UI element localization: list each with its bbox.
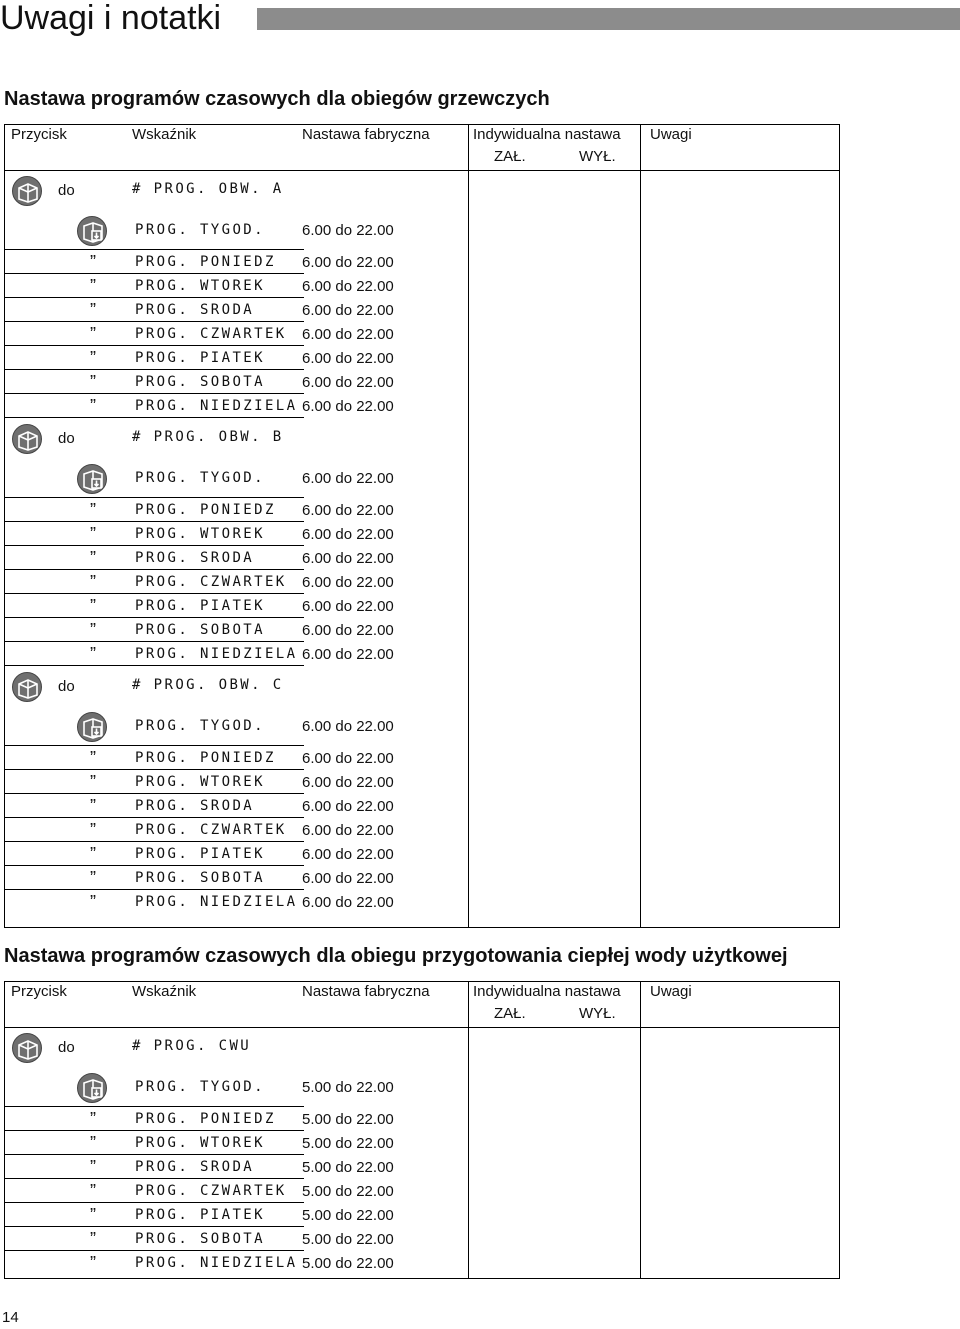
row-separator: [4, 1202, 304, 1203]
do-label: do: [58, 1039, 75, 1056]
factory-setting: 5.00 do 22.00: [302, 1111, 394, 1128]
factory-setting: 6.00 do 22.00: [302, 646, 394, 663]
ditto-mark: ”: [90, 252, 96, 272]
indicator-text: PROG. PIATEK: [135, 598, 265, 614]
download-program-icon[interactable]: [77, 712, 107, 742]
indicator-text: PROG. PONIEDZ: [135, 502, 276, 518]
factory-setting: 6.00 do 22.00: [302, 598, 394, 615]
indicator-text: PROG. SRODA: [135, 798, 255, 814]
ditto-mark: ”: [90, 644, 96, 664]
factory-setting: 6.00 do 22.00: [302, 350, 394, 367]
table-frame: [4, 124, 840, 928]
ditto-mark: ”: [90, 396, 96, 416]
indicator-text: PROG. PONIEDZ: [135, 1111, 276, 1127]
ditto-mark: ”: [90, 844, 96, 864]
ditto-mark: ”: [90, 596, 96, 616]
group-title: # PROG. OBW. B: [132, 429, 284, 445]
indicator-text: PROG. NIEDZIELA: [135, 398, 298, 414]
do-label: do: [58, 430, 75, 447]
indicator-text: PROG. TYGOD.: [135, 222, 265, 238]
factory-setting: 6.00 do 22.00: [302, 254, 394, 271]
column-divider: [468, 124, 469, 928]
indicator-text: PROG. PIATEK: [135, 846, 265, 862]
row-separator: [4, 345, 304, 346]
factory-setting: 6.00 do 22.00: [302, 326, 394, 343]
indicator-text: PROG. WTOREK: [135, 1135, 265, 1151]
row-separator: [4, 745, 304, 746]
header-wyl: WYŁ.: [579, 1005, 616, 1022]
do-label: do: [58, 678, 75, 695]
row-separator: [4, 817, 304, 818]
factory-setting: 6.00 do 22.00: [302, 398, 394, 415]
header-zal: ZAŁ.: [494, 1005, 526, 1022]
row-separator: [4, 1178, 304, 1179]
do-label: do: [58, 182, 75, 199]
ditto-mark: ”: [90, 1109, 96, 1129]
header-przycisk: Przycisk: [11, 126, 67, 143]
ditto-mark: ”: [90, 500, 96, 520]
row-separator: [4, 865, 304, 866]
row-separator: [4, 1250, 304, 1251]
header-nastawa-fabryczna: Nastawa fabryczna: [302, 126, 430, 143]
factory-setting: 6.00 do 22.00: [302, 222, 394, 239]
indicator-text: PROG. PONIEDZ: [135, 750, 276, 766]
header-indywidualna-nastawa: Indywidualna nastawa: [473, 126, 621, 143]
ditto-mark: ”: [90, 276, 96, 296]
factory-setting: 6.00 do 22.00: [302, 822, 394, 839]
indicator-text: PROG. PONIEDZ: [135, 254, 276, 270]
download-program-icon[interactable]: [77, 464, 107, 494]
factory-setting: 6.00 do 22.00: [302, 526, 394, 543]
indicator-text: PROG. CZWARTEK: [135, 326, 287, 342]
ditto-mark: ”: [90, 1157, 96, 1177]
row-separator: [4, 1226, 304, 1227]
indicator-text: PROG. SOBOTA: [135, 870, 265, 886]
factory-setting: 6.00 do 22.00: [302, 278, 394, 295]
column-divider: [640, 981, 641, 1279]
row-separator: [4, 497, 304, 498]
indicator-text: PROG. NIEDZIELA: [135, 894, 298, 910]
page-number: 14: [2, 1309, 19, 1326]
header-wyl: WYŁ.: [579, 148, 616, 165]
column-divider: [640, 124, 641, 928]
indicator-text: PROG. WTOREK: [135, 526, 265, 542]
row-separator: [4, 793, 304, 794]
column-divider: [468, 981, 469, 1279]
menu-book-icon[interactable]: [12, 424, 42, 454]
row-separator: [4, 641, 304, 642]
row-separator: [4, 273, 304, 274]
indicator-text: PROG. WTOREK: [135, 774, 265, 790]
factory-setting: 6.00 do 22.00: [302, 774, 394, 791]
ditto-mark: ”: [90, 772, 96, 792]
factory-setting: 6.00 do 22.00: [302, 718, 394, 735]
factory-setting: 6.00 do 22.00: [302, 302, 394, 319]
factory-setting: 6.00 do 22.00: [302, 846, 394, 863]
factory-setting: 6.00 do 22.00: [302, 374, 394, 391]
row-separator: [4, 617, 304, 618]
ditto-mark: ”: [90, 892, 96, 912]
header-zal: ZAŁ.: [494, 148, 526, 165]
ditto-mark: ”: [90, 1181, 96, 1201]
ditto-mark: ”: [90, 1133, 96, 1153]
row-separator: [4, 569, 304, 570]
ditto-mark: ”: [90, 300, 96, 320]
ditto-mark: ”: [90, 748, 96, 768]
ditto-mark: ”: [90, 796, 96, 816]
row-separator: [4, 593, 304, 594]
row-separator: [4, 369, 304, 370]
dhw-programs-table: [4, 981, 840, 1279]
heating-programs-table: [4, 124, 840, 928]
ditto-mark: ”: [90, 820, 96, 840]
indicator-text: PROG. TYGOD.: [135, 718, 265, 734]
indicator-text: PROG. SOBOTA: [135, 622, 265, 638]
row-separator: [4, 889, 304, 890]
row-separator: [4, 521, 304, 522]
ditto-mark: ”: [90, 372, 96, 392]
factory-setting: 6.00 do 22.00: [302, 574, 394, 591]
factory-setting: 6.00 do 22.00: [302, 894, 394, 911]
indicator-text: PROG. NIEDZIELA: [135, 1255, 298, 1271]
factory-setting: 6.00 do 22.00: [302, 622, 394, 639]
group-title: # PROG. OBW. C: [132, 677, 284, 693]
factory-setting: 6.00 do 22.00: [302, 870, 394, 887]
row-separator: [4, 393, 304, 394]
ditto-mark: ”: [90, 324, 96, 344]
row-separator: [4, 1154, 304, 1155]
factory-setting: 5.00 do 22.00: [302, 1231, 394, 1248]
indicator-text: PROG. TYGOD.: [135, 470, 265, 486]
page-title: Uwagi i notatki: [0, 0, 222, 37]
ditto-mark: ”: [90, 348, 96, 368]
indicator-text: PROG. SRODA: [135, 550, 255, 566]
indicator-text: PROG. CZWARTEK: [135, 574, 287, 590]
row-separator: [4, 417, 304, 418]
indicator-text: PROG. CZWARTEK: [135, 1183, 287, 1199]
row-separator: [4, 297, 304, 298]
header-indywidualna-nastawa: Indywidualna nastawa: [473, 983, 621, 1000]
group-title: # PROG. CWU: [132, 1038, 252, 1054]
factory-setting: 6.00 do 22.00: [302, 798, 394, 815]
row-separator: [4, 249, 304, 250]
factory-setting: 5.00 do 22.00: [302, 1207, 394, 1224]
indicator-text: PROG. SOBOTA: [135, 374, 265, 390]
row-separator: [4, 1106, 304, 1107]
row-separator: [4, 545, 304, 546]
indicator-text: PROG. CZWARTEK: [135, 822, 287, 838]
menu-book-icon[interactable]: [12, 1033, 42, 1063]
ditto-mark: ”: [90, 868, 96, 888]
indicator-text: PROG. SOBOTA: [135, 1231, 265, 1247]
header-wskaznik: Wskaźnik: [132, 983, 197, 1000]
indicator-text: PROG. SRODA: [135, 1159, 255, 1175]
row-separator: [4, 769, 304, 770]
factory-setting: 6.00 do 22.00: [302, 470, 394, 487]
download-program-icon[interactable]: [77, 1073, 107, 1103]
header-przycisk: Przycisk: [11, 983, 67, 1000]
group-title: # PROG. OBW. A: [132, 181, 284, 197]
header-nastawa-fabryczna: Nastawa fabryczna: [302, 983, 430, 1000]
indicator-text: PROG. TYGOD.: [135, 1079, 265, 1095]
ditto-mark: ”: [90, 1205, 96, 1225]
header-uwagi: Uwagi: [650, 126, 692, 143]
factory-setting: 6.00 do 22.00: [302, 550, 394, 567]
factory-setting: 6.00 do 22.00: [302, 502, 394, 519]
factory-setting: 5.00 do 22.00: [302, 1183, 394, 1200]
section-heading-dhw: Nastawa programów czasowych dla obiegu przygotowania ciepłej wody użytkowej: [4, 945, 788, 967]
row-separator: [4, 665, 304, 666]
row-separator: [4, 321, 304, 322]
factory-setting: 5.00 do 22.00: [302, 1079, 394, 1096]
row-separator: [4, 841, 304, 842]
menu-book-icon[interactable]: [12, 672, 42, 702]
title-bar: [257, 8, 960, 30]
ditto-mark: ”: [90, 1253, 96, 1273]
indicator-text: PROG. PIATEK: [135, 350, 265, 366]
ditto-mark: ”: [90, 548, 96, 568]
menu-book-icon[interactable]: [12, 176, 42, 206]
indicator-text: PROG. PIATEK: [135, 1207, 265, 1223]
header-uwagi: Uwagi: [650, 983, 692, 1000]
row-separator: [4, 1130, 304, 1131]
indicator-text: PROG. SRODA: [135, 302, 255, 318]
ditto-mark: ”: [90, 572, 96, 592]
ditto-mark: ”: [90, 524, 96, 544]
ditto-mark: ”: [90, 620, 96, 640]
factory-setting: 5.00 do 22.00: [302, 1255, 394, 1272]
section-heading-heating: Nastawa programów czasowych dla obiegów grzewczych: [4, 88, 550, 110]
factory-setting: 5.00 do 22.00: [302, 1159, 394, 1176]
indicator-text: PROG. NIEDZIELA: [135, 646, 298, 662]
factory-setting: 6.00 do 22.00: [302, 750, 394, 767]
factory-setting: 5.00 do 22.00: [302, 1135, 394, 1152]
download-program-icon[interactable]: [77, 216, 107, 246]
indicator-text: PROG. WTOREK: [135, 278, 265, 294]
ditto-mark: ”: [90, 1229, 96, 1249]
header-wskaznik: Wskaźnik: [132, 126, 197, 143]
